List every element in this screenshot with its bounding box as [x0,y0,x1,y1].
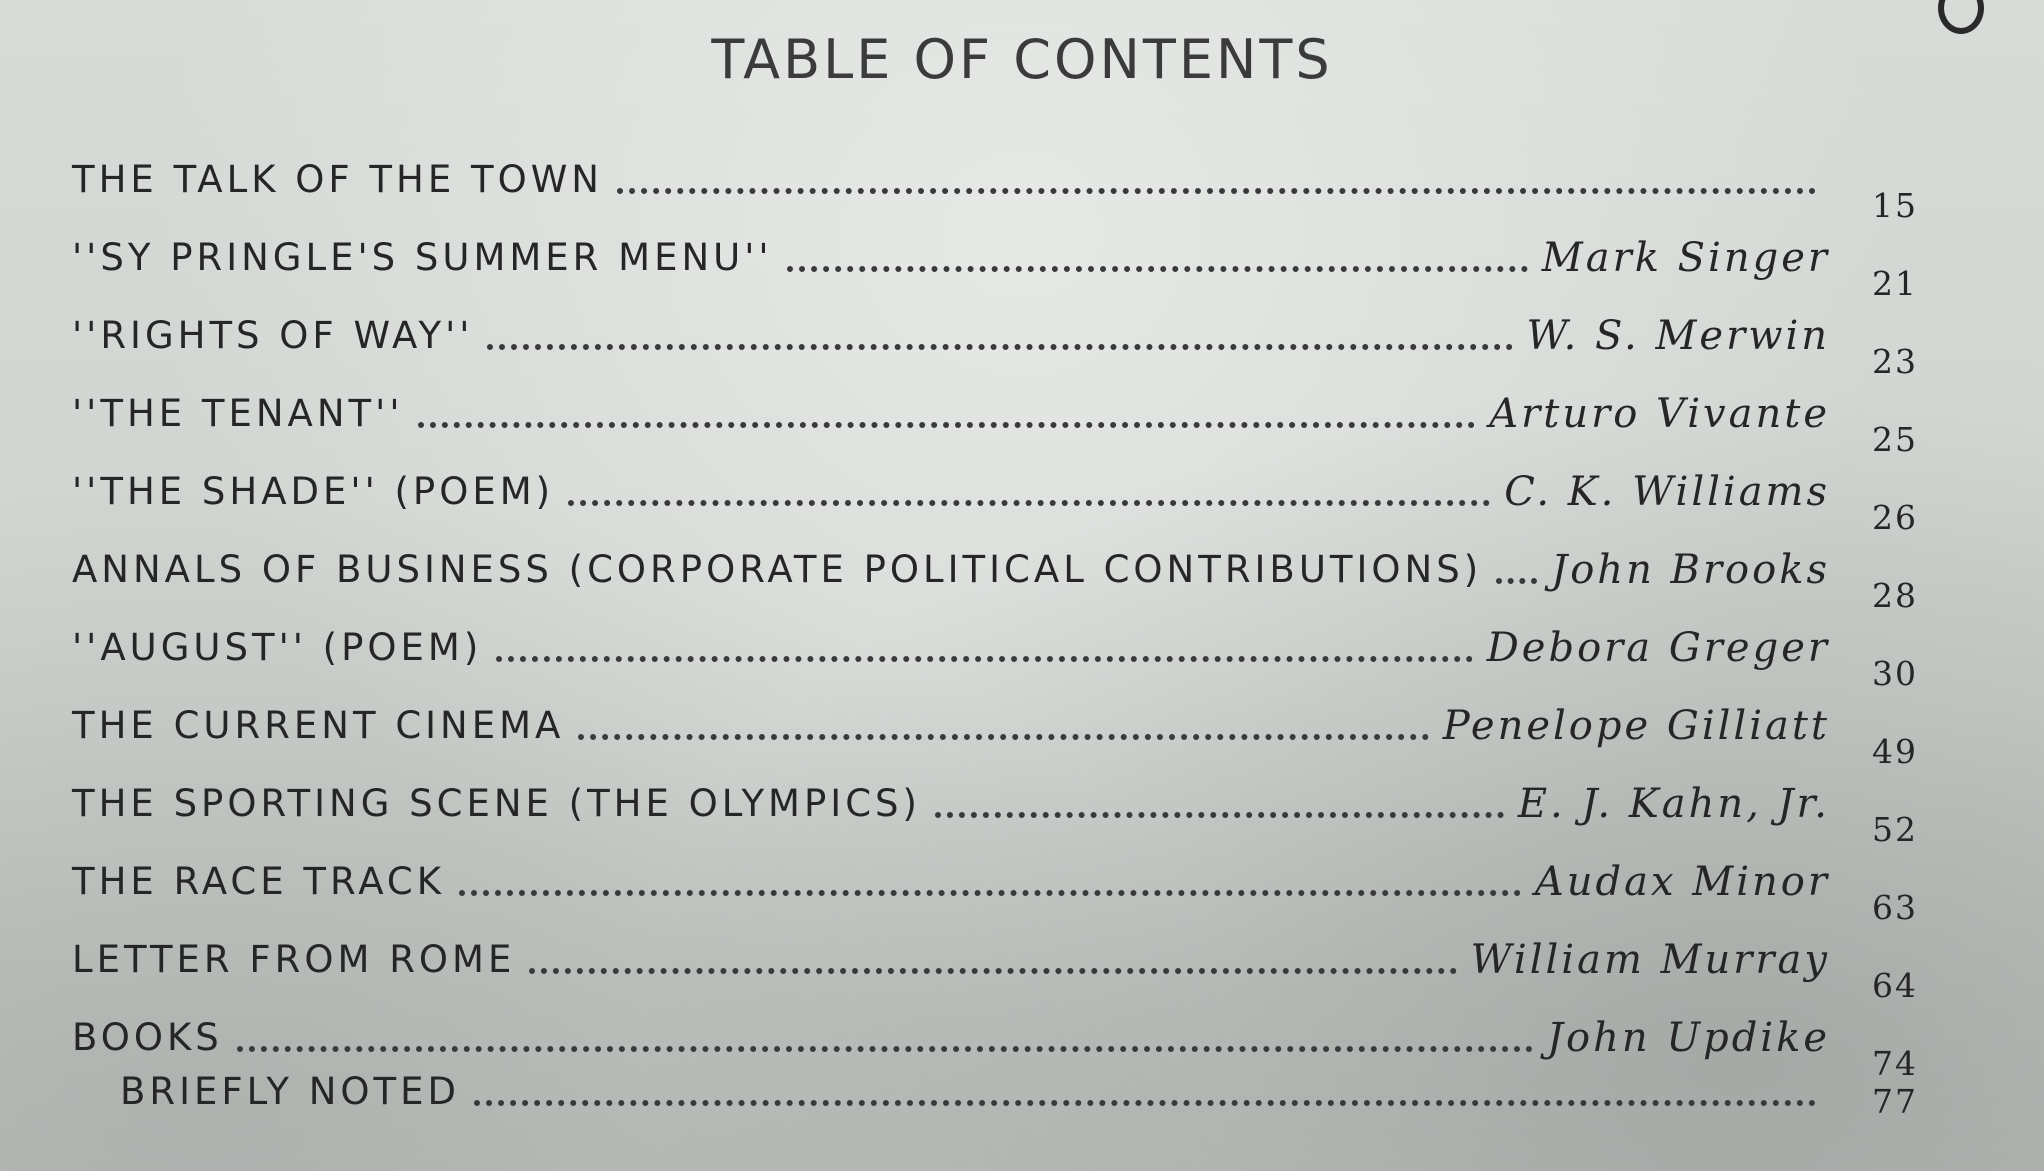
entry-title: ''AUGUST'' (POEM) [72,626,483,669]
dot-leader [935,812,1504,818]
entry-page-number: 64 [1872,966,1918,1005]
entry-page-number: 25 [1872,420,1918,459]
entry-title: ''SY PRINGLE'S SUMMER MENU'' [72,236,773,279]
entry-title: ANNALS OF BUSINESS (CORPORATE POLITICAL CONTRIBUTIONS) [72,548,1483,591]
dot-leader [568,500,1490,506]
entry-page-number: 26 [1872,498,1918,537]
toc-entry [72,1002,1952,1083]
entry-page-number: 15 [1872,186,1918,225]
dot-leader [474,1100,1816,1106]
entry-title: LETTER FROM ROME [72,938,516,981]
entry-title: ''RIGHTS OF WAY'' [72,314,474,357]
entry-title: ''THE SHADE'' (POEM) [72,470,555,513]
entry-title: THE TALK OF THE TOWN [72,158,603,201]
entry-author: Arturo Vivante [1489,391,1830,437]
entry-author: E. J. Kahn, Jr. [1517,781,1830,827]
toc-subentry [120,1056,1952,1121]
entry-author: Audax Minor [1534,859,1830,905]
entry-title: BRIEFLY NOTED [120,1070,460,1113]
dot-leader [787,266,1528,272]
toc-entry [72,300,1952,381]
entry-page-number: 49 [1872,732,1918,771]
dot-leader [529,968,1456,974]
toc-entry [72,846,1952,927]
entry-author: John Updike [1547,1015,1830,1061]
entry-page-number: 63 [1872,888,1918,927]
toc-entry [72,612,1952,693]
entry-author: William Murray [1470,937,1830,983]
entry-title: BOOKS [72,1016,223,1059]
entry-title: THE RACE TRACK [72,860,445,903]
entry-author: Penelope Gilliatt [1442,703,1830,749]
toc-entry [72,222,1952,303]
entry-author: W. S. Merwin [1526,313,1830,359]
entry-title: THE CURRENT CINEMA [72,704,565,747]
dot-leader [487,344,1512,350]
toc-entry [72,378,1952,459]
entry-author: John Brooks [1551,547,1830,593]
toc-entry [72,690,1952,771]
toc-entry [72,144,1952,225]
dot-leader [578,734,1428,740]
entry-page-number: 77 [1872,1082,1918,1121]
toc-entry [72,924,1952,1005]
entry-page-number: 52 [1872,810,1918,849]
entry-page-number: 28 [1872,576,1918,615]
dot-leader [418,422,1476,428]
dot-leader [237,1046,1533,1052]
dot-leader [617,188,1816,194]
toc-entry [72,768,1952,849]
dot-leader [496,656,1472,662]
entry-title: THE SPORTING SCENE (THE OLYMPICS) [72,782,921,825]
entry-page-number: 74 [1872,1044,1918,1083]
toc-entry [72,456,1952,537]
page-title: TABLE OF CONTENTS [711,28,1333,91]
entry-title: ''THE TENANT'' [72,392,404,435]
toc-entry [72,534,1952,615]
dot-leader [1496,578,1537,584]
entry-author: Mark Singer [1541,235,1830,281]
entry-page-number: 23 [1872,342,1918,381]
entry-author: C. K. Williams [1504,469,1830,515]
entry-author: Debora Greger [1486,625,1830,671]
entry-page-number: 30 [1872,654,1918,693]
dot-leader [459,890,1521,896]
entry-page-number: 21 [1872,264,1918,303]
